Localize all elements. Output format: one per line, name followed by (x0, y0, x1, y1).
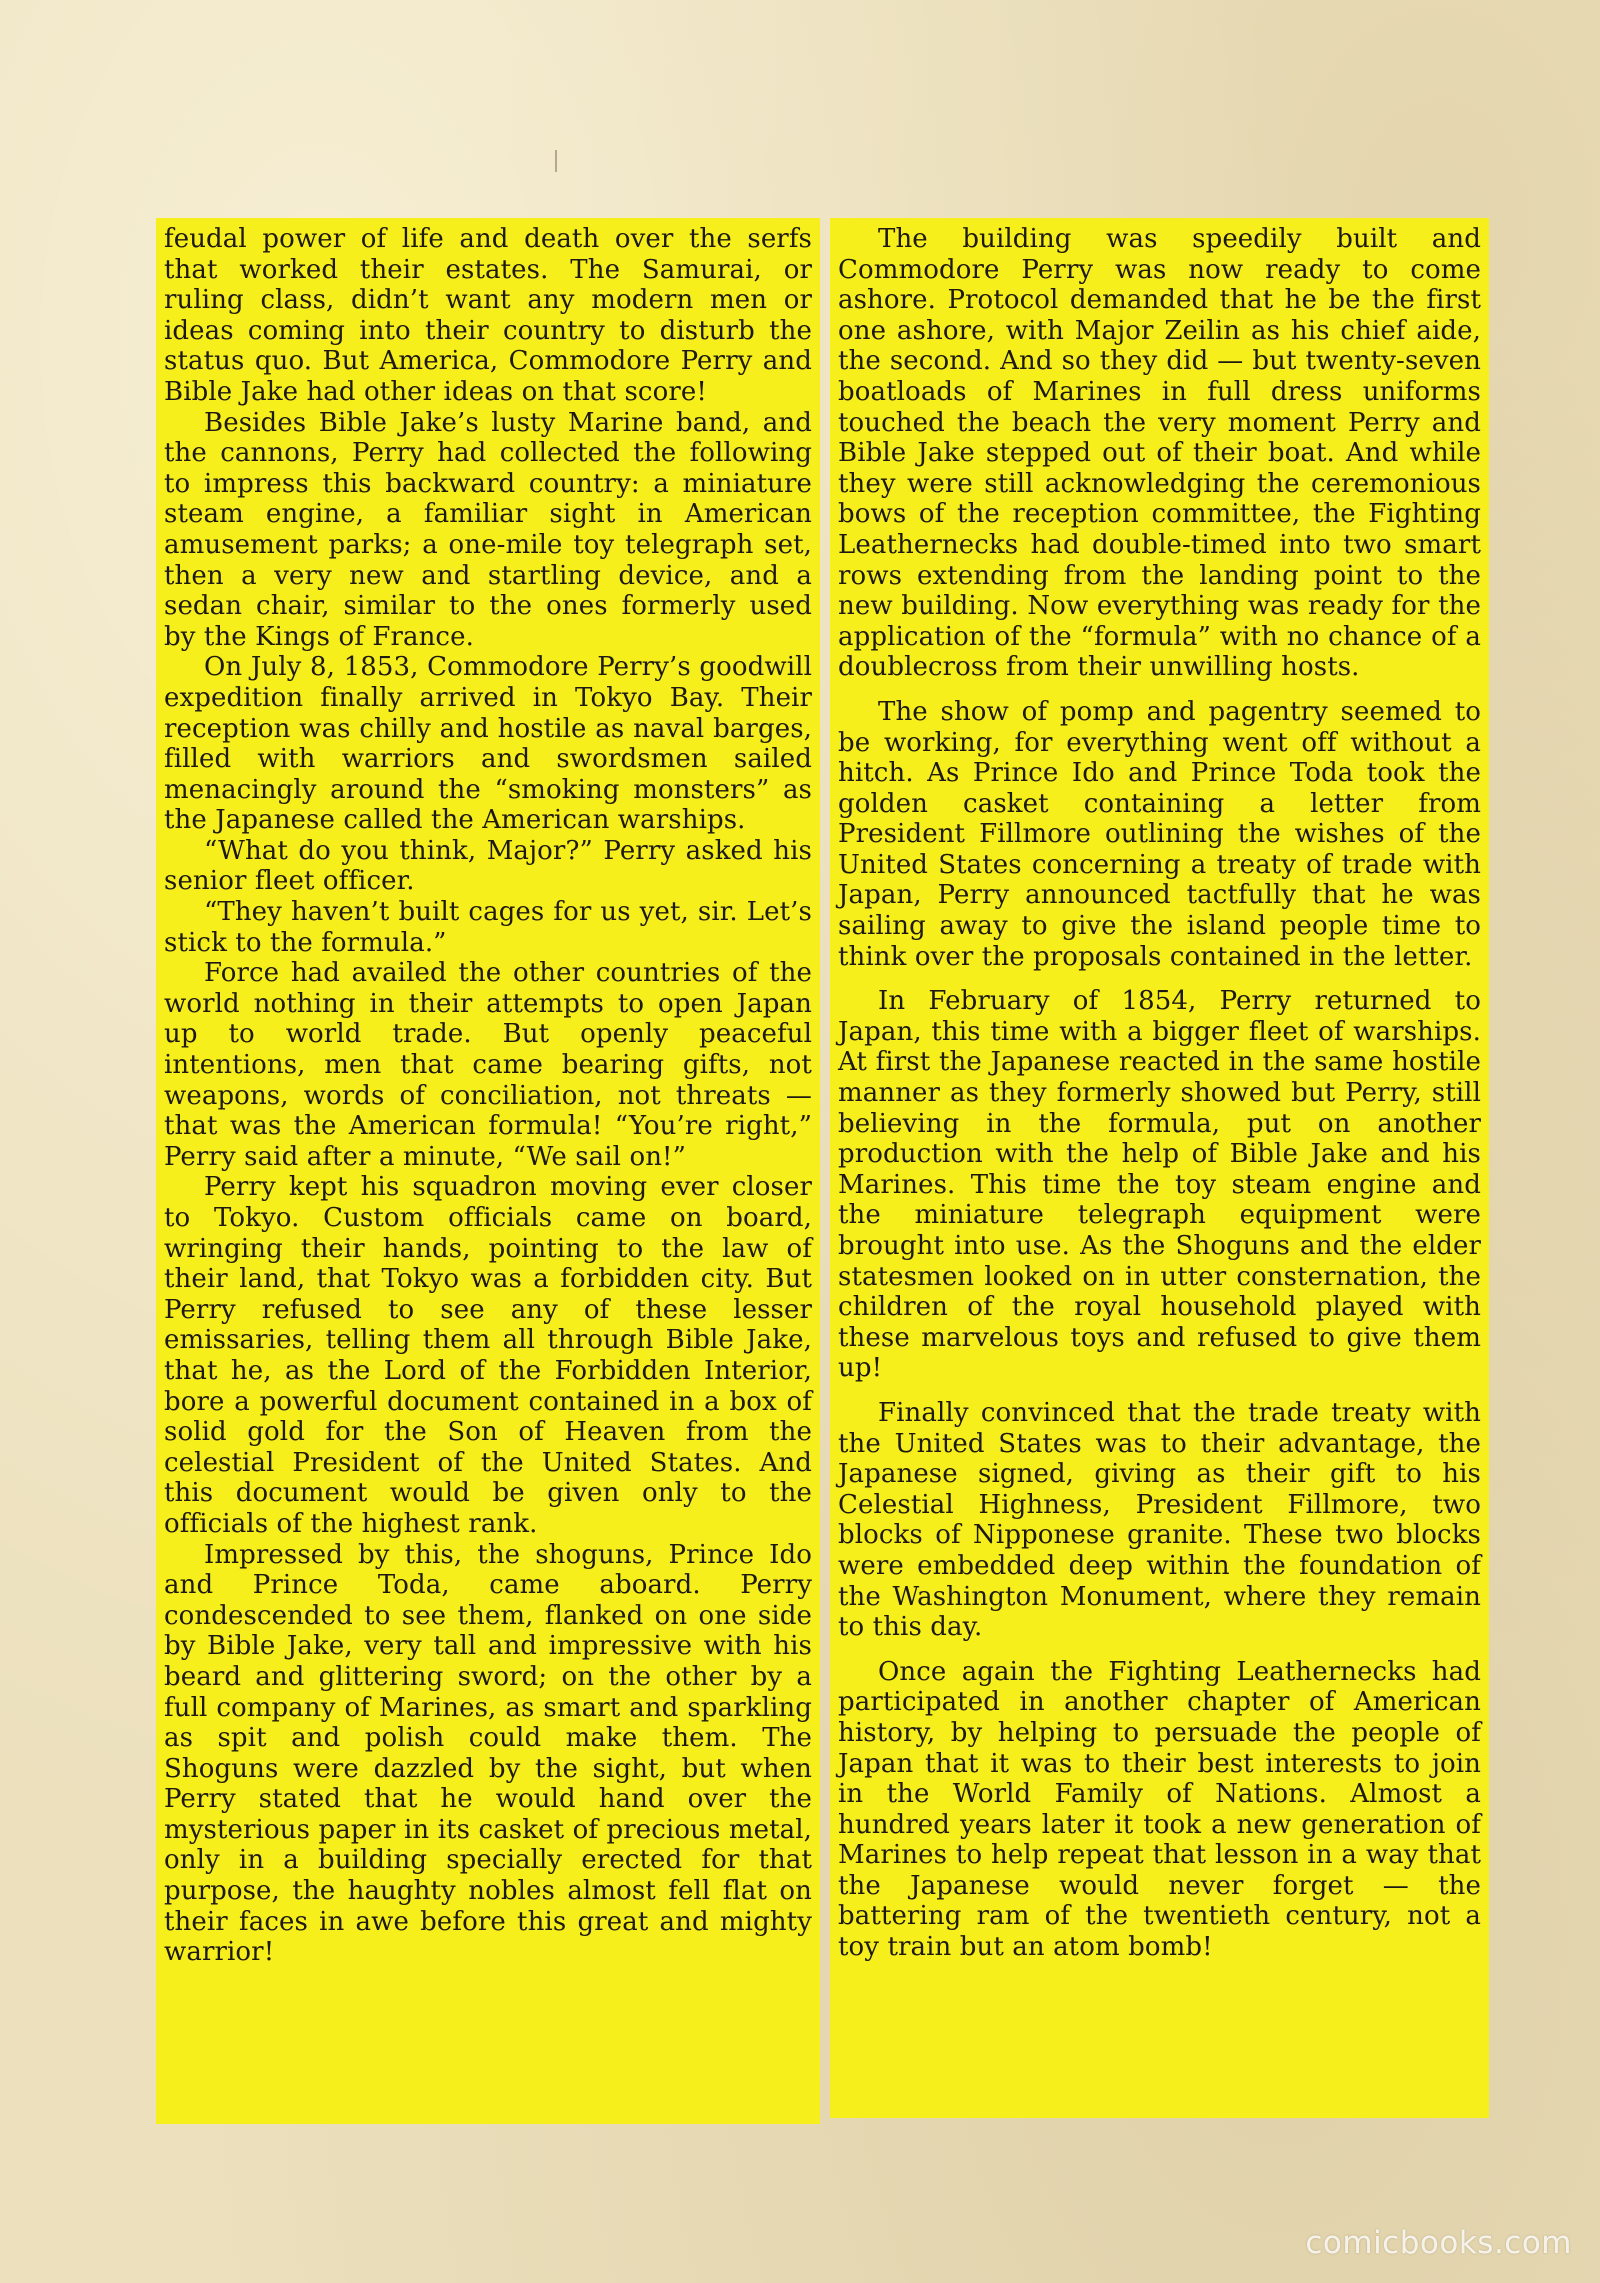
paragraph: “They haven’t built cages for us yet, sir. Let’s stick to the formula.” (164, 897, 812, 958)
article-right-column (830, 218, 1489, 2118)
paragraph: Force had availed the other countries of the world nothing in their attempts to open Japan up to world trade. But openly peaceful intentions, men that came bearing gifts, not weapons, words of conciliation, not threats — that was the American formula! “You’re right,” Perry said after a minute, “We sail on!” (164, 958, 812, 1172)
paragraph: On July 8, 1853, Commodore Perry’s goodwill expedition finally arrived in Tokyo Bay. Their reception was chilly and hostile as naval barges, filled with warriors and swordsmen sailed menacingly around the “smoking monsters” as the Japanese called the American warships. (164, 652, 812, 836)
page-crease-mark (555, 150, 557, 172)
paragraph: Perry kept his squadron moving ever closer to Tokyo. Custom officials came on board, wringing their hands, pointing to the law of their land, that Tokyo was a forbidden city. But Perry refused to see any of these lesser emissaries, telling them all through Bible Jake, that he, as the Lord of the Forbidden Interior, bore a powerful document contained in a box of solid gold for the Son of Heaven from the celestial President of the United States. And this document would be given only to the officials of the highest rank. (164, 1172, 812, 1539)
paragraph: Impressed by this, the shoguns, Prince Ido and Prince Toda, came aboard. Perry condescended to see them, flanked on one side by Bible Jake, very tall and impressive with his beard and glittering sword; on the other by a full company of Marines, as smart and sparkling as spit and polish could make them. The Shoguns were dazzled by the sight, but when Perry stated that he would hand over the mysterious paper in its casket of precious metal, only in a building specially erected for that purpose, the haughty nobles almost fell flat on their faces in awe before this great and mighty warrior! (164, 1539, 812, 1968)
watermark-text: comicbooks.com (1305, 2225, 1572, 2261)
article-left-column (156, 218, 820, 2124)
paragraph: The building was speedily built and Commodore Perry was now ready to come ashore. Protocol demanded that he be the first one ashore, with Major Zeilin as his chief aide, the second. And so they did — but twenty-seven boatloads of Marines in full dress uniforms touched the beach the very moment Perry and Bible Jake stepped out of their boat. And while they were still acknowledging the ceremonious bows of the reception committee, the Fighting Leathernecks had double-timed into two smart rows extending from the landing point to the new building. Now everything was ready for the application of the “formula” with no chance of a doublecross from their unwilling hosts. (838, 224, 1481, 683)
paragraph: feudal power of life and death over the serfs that worked their estates. The Samurai, or ruling class, didn’t want any modern men or ideas coming into their country to disturb the status quo. But America, Commodore Perry and Bible Jake had other ideas on that score! (164, 224, 812, 407)
paragraph: In February of 1854, Perry returned to Japan, this time with a bigger fleet of warships. At first the Japanese reacted in the same hostile manner as they formerly showed but Perry, still believing in the formula, put on another production with the help of Bible Jake and his Marines. This time the toy steam engine and the miniature telegraph equipment were brought into use. As the Shoguns and the elder statesmen looked on in utter consternation, the children of the royal household played with these marvelous toys and refused to give them up! (838, 986, 1481, 1384)
paragraph: Finally convinced that the trade treaty with the United States was to their advantage, the Japanese signed, giving as their gift to his Celestial Highness, President Fillmore, two blocks of Nipponese granite. These two blocks were embedded deep within the foundation of the Washington Monument, where they remain to this day. (838, 1397, 1481, 1643)
paragraph: Once again the Fighting Leathernecks had participated in another chapter of American history, by helping to persuade the people of Japan that it was to their best interests to join in the World Family of Nations. Almost a hundred years later it took a new generation of Marines to help repeat that lesson in a way that the Japanese would never forget — the battering ram of the twentieth century, not a toy train but an atom bomb! (838, 1656, 1481, 1963)
paragraph: The show of pomp and pagentry seemed to be working, for everything went off without a hitch. As Prince Ido and Prince Toda took the golden casket containing a letter from President Fillmore outlining the wishes of the United States concerning a treaty of trade with Japan, Perry announced tactfully that he was sailing away to give the island people time to think over the proposals contained in the letter. (838, 696, 1481, 972)
paragraph: Besides Bible Jake’s lusty Marine band, and the cannons, Perry had collected the following to impress this backward country: a miniature steam engine, a familiar sight in American amusement parks; a one-mile toy telegraph set, then a very new and startling device, and a sedan chair, similar to the ones formerly used by the Kings of France. (164, 407, 812, 652)
paragraph: “What do you think, Major?” Perry asked his senior fleet officer. (164, 835, 812, 897)
